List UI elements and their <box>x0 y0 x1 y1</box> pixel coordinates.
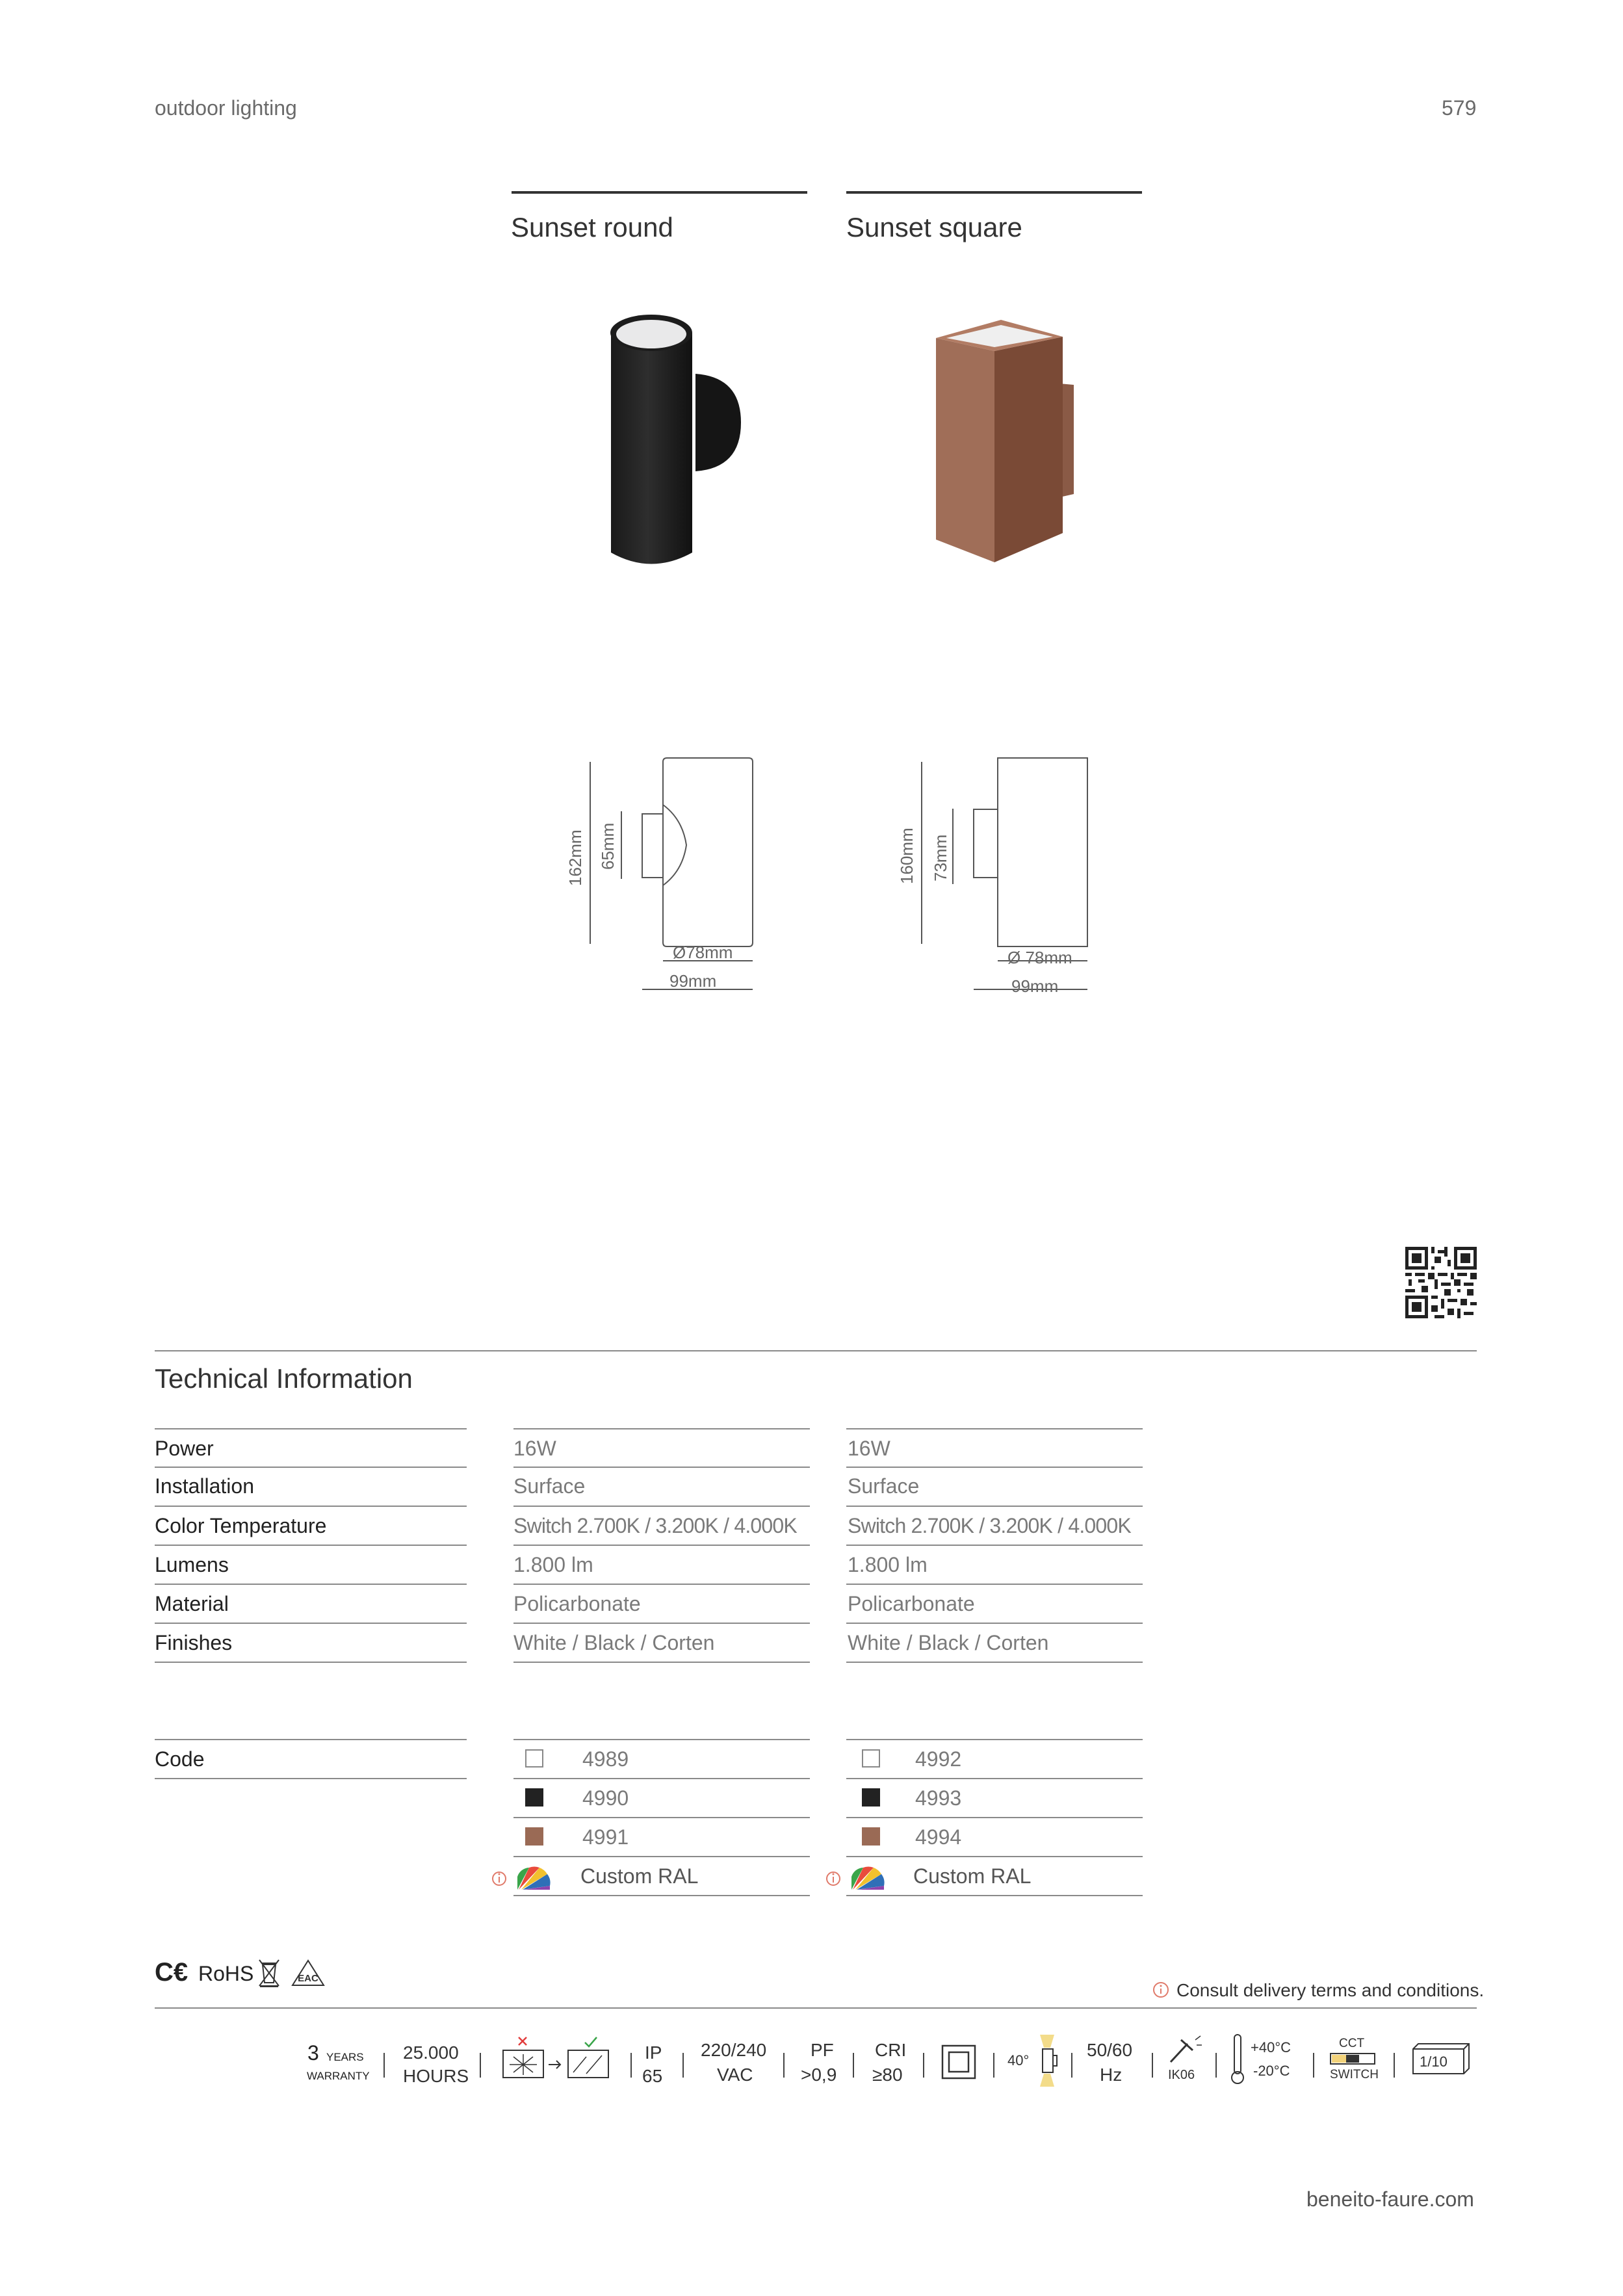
dim-diameter-square: Ø 78mm <box>1007 948 1072 967</box>
thermometer-icon <box>1230 2033 1245 2085</box>
row-value: Surface <box>513 1474 586 1498</box>
info-icon <box>1152 1981 1170 1999</box>
row-value: 16W <box>513 1437 556 1460</box>
row-value: White / Black / Corten <box>513 1631 715 1654</box>
class-ii-insulation-icon <box>941 2044 976 2080</box>
row-value: 16W <box>848 1437 890 1460</box>
sunset-square-drawing <box>890 748 1105 1001</box>
hours-number: 25.000 <box>403 2042 459 2063</box>
black-swatch <box>525 1788 543 1807</box>
dim-height-square: 160mm <box>897 828 916 884</box>
corten-swatch <box>862 1827 880 1846</box>
row-value: Switch 2.700K / 3.200K / 4.000K <box>513 1514 797 1537</box>
row-value: 1.800 lm <box>513 1553 593 1576</box>
ip-value: 65 <box>642 2066 663 2086</box>
dim-bracket-round: 65mm <box>598 822 617 870</box>
ik-rating: IK06 <box>1168 2068 1195 2082</box>
warranty-number: 3 <box>307 2041 319 2065</box>
section-divider <box>155 1350 1477 1351</box>
svg-text:EAC: EAC <box>298 1973 318 1984</box>
dim-depth-square: 99mm <box>1011 976 1059 996</box>
black-swatch <box>862 1788 880 1807</box>
temp-high: +40°C <box>1251 2039 1292 2055</box>
product-title-rule <box>512 191 807 194</box>
cri-label: CRI <box>875 2040 907 2060</box>
custom-ral-icon[interactable] <box>825 1861 897 1892</box>
divider <box>155 2007 1477 2009</box>
product-code: 4993 <box>915 1786 962 1810</box>
product-title-rule <box>846 191 1142 194</box>
row-label-color-temperature: Color Temperature <box>155 1514 327 1537</box>
cct-switch-label: SWITCH <box>1330 2068 1379 2081</box>
row-label-installation: Installation <box>155 1474 254 1498</box>
product-code: 4992 <box>915 1747 962 1771</box>
up-down-beam-icon <box>1035 2035 1061 2087</box>
row-label-finishes: Finishes <box>155 1631 233 1654</box>
eac-mark-icon <box>290 1957 326 1988</box>
tech-info-title: Technical Information <box>155 1363 413 1394</box>
warranty-years: YEARS <box>326 2051 364 2063</box>
white-swatch <box>862 1749 880 1768</box>
glass-replacement-icon <box>500 2035 617 2081</box>
hours-label: HOURS <box>403 2066 469 2086</box>
warranty-label: WARRANTY <box>307 2070 370 2082</box>
product-code: 4994 <box>915 1825 962 1849</box>
cri-value: ≥80 <box>872 2065 903 2085</box>
dim-bracket-square: 73mm <box>931 834 950 881</box>
sunset-round-image <box>604 312 760 572</box>
impact-hammer-icon <box>1167 2033 1203 2066</box>
custom-ral-icon[interactable] <box>491 1861 563 1892</box>
custom-ral-label: Custom RAL <box>580 1864 699 1888</box>
frequency-value: 50/60 <box>1087 2040 1133 2060</box>
code-label: Code <box>155 1747 205 1771</box>
cct-label: CCT <box>1339 2037 1365 2050</box>
row-label-material: Material <box>155 1592 229 1615</box>
row-label-lumens: Lumens <box>155 1553 229 1576</box>
cct-switch-icon <box>1329 2052 1376 2066</box>
row-label-power: Power <box>155 1437 214 1460</box>
row-value: Surface <box>848 1474 920 1498</box>
temp-low: -20°C <box>1253 2063 1290 2079</box>
rohs-label: RoHS <box>198 1962 254 1985</box>
qr-code[interactable] <box>1405 1247 1477 1318</box>
product-title-square: Sunset square <box>846 212 1022 242</box>
pf-value: >0,9 <box>801 2065 837 2085</box>
voltage-unit: VAC <box>717 2065 753 2085</box>
ip-label: IP <box>645 2042 662 2063</box>
sunset-square-image <box>929 312 1085 572</box>
dim-depth-round: 99mm <box>669 971 717 991</box>
beam-angle: 40° <box>1007 2052 1030 2068</box>
voltage-value: 220/240 <box>701 2040 767 2060</box>
row-value: Switch 2.700K / 3.200K / 4.000K <box>848 1514 1131 1537</box>
ce-mark-icon: C€ <box>155 1958 188 1987</box>
row-value: Policarbonate <box>848 1592 975 1615</box>
weee-icon <box>256 1957 282 1988</box>
packaging-ratio: 1/10 <box>1420 2054 1448 2070</box>
product-code: 4989 <box>582 1747 629 1771</box>
sunset-round-drawing <box>559 748 773 1001</box>
product-title-round: Sunset round <box>511 212 673 242</box>
row-value: Policarbonate <box>513 1592 641 1615</box>
row-value: White / Black / Corten <box>848 1631 1049 1654</box>
website-link[interactable]: beneito-faure.com <box>1306 2187 1474 2211</box>
product-code: 4991 <box>582 1825 629 1849</box>
dim-height-round: 162mm <box>565 829 585 886</box>
consult-note: Consult delivery terms and conditions. <box>1176 1980 1485 2000</box>
corten-swatch <box>525 1827 543 1846</box>
pf-label: PF <box>811 2040 834 2060</box>
section-title: outdoor lighting <box>155 96 297 120</box>
frequency-unit: Hz <box>1100 2065 1123 2085</box>
white-swatch <box>525 1749 543 1768</box>
custom-ral-label: Custom RAL <box>913 1864 1032 1888</box>
row-value: 1.800 lm <box>848 1553 928 1576</box>
page-number: 579 <box>1442 96 1477 120</box>
product-code: 4990 <box>582 1786 629 1810</box>
dim-diameter-round: Ø78mm <box>673 943 733 962</box>
